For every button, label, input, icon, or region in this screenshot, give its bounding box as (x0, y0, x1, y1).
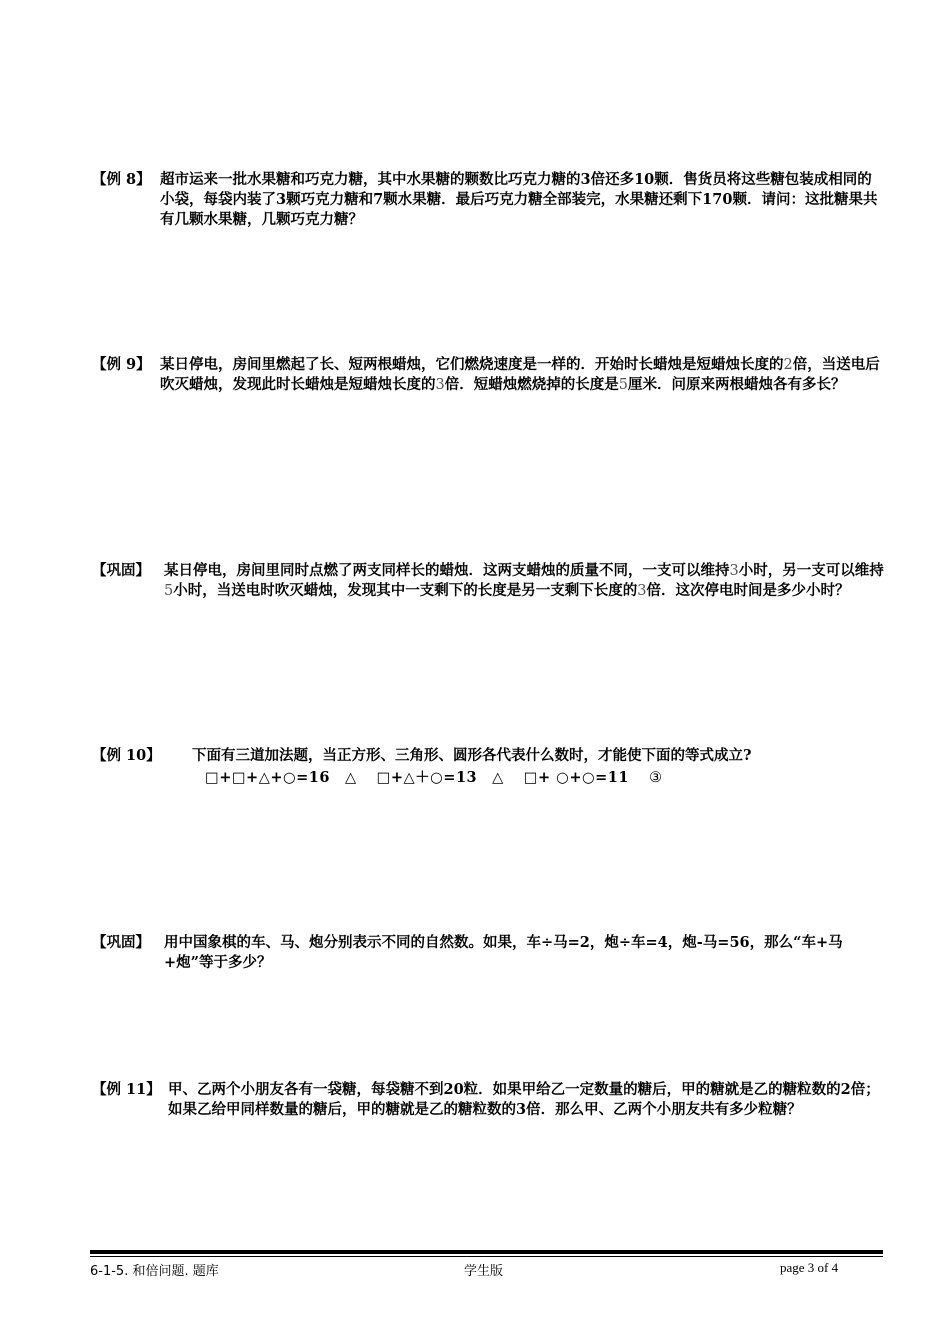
problem-example-10 (92, 746, 884, 766)
problem-example-9 (92, 355, 884, 395)
circled-number: ③ (648, 770, 663, 786)
equations-line (205, 766, 682, 787)
number-3: 3 (637, 583, 647, 599)
problem-label: 【例 11】 (92, 1081, 161, 1098)
number-5: 5 (618, 377, 628, 393)
problem-label: 【巩固】 (92, 934, 150, 951)
text-segment: 某日停电，房间里同时点燃了两支同样长的蜡烛．这两支蜡烛的质量不同，一支可以维持 (164, 562, 730, 579)
problem-text: 用中国象棋的车、马、炮分别表示不同的自然数。如果，车÷马=2，炮÷车=4，炮-马=56，那么“车+马+炮”等于多少？ (164, 934, 843, 971)
footer-version: 学生版 (464, 1264, 504, 1279)
problem-text: 甲、乙两个小朋友各有一袋糖，每袋糖不到20粒．如果甲给乙一定数量的糖后，甲的糖就是乙的糖粒数的2倍；如果乙给甲同样数量的糖后，甲的糖就是乙的糖粒数的3倍．那么甲、乙两个小朋友共有多少粒糖？ (168, 1081, 880, 1118)
footer-rule (90, 1250, 883, 1254)
text-segment: 倍，当送电后吹灭蜡烛，发现此时长蜡烛是短蜡烛长度的 (160, 356, 880, 393)
problem-consolidation-1 (92, 561, 884, 601)
text-segment: 倍．短蜡烛燃烧掉的长度是 (444, 376, 619, 393)
problem-label: 【例 8】 (92, 171, 151, 188)
problem-label: 【巩固】 (92, 562, 150, 579)
equation-2: □+△＋○=13 △ (376, 769, 504, 786)
number-3: 3 (435, 377, 445, 393)
footer-page-number: page 3 of 4 (780, 1260, 839, 1275)
problem-label: 【例 10】 (92, 747, 161, 764)
number-5: 5 (164, 583, 174, 599)
problem-text: 超市运来一批水果糖和巧克力糖，其中水果糖的颗数比巧克力糖的3倍还多10颗．售货员将这些糖包装成相同的小袋，每袋内装了3颗巧克力糖和7颗水果糖．最后巧克力糖全部装完，水果糖还剩下170颗．请问：这批糖果共有几颗水果糖，几颗巧克力糖？ (160, 171, 878, 228)
problem-text: 下面有三道加法题，当正方形、三角形、圆形各代表什么数时，才能使下面的等式成立? (192, 747, 752, 764)
problem-text (92, 355, 884, 395)
number-2: 2 (783, 357, 793, 373)
equation-3: □+ ○+○=11 (523, 769, 629, 786)
problem-example-8 (92, 170, 884, 230)
equation-1: □+□+△+○=16 △ (205, 769, 357, 786)
footer-rule-thin (90, 1256, 883, 1257)
text-segment: 小时，当送电时吹灭蜡烛，发现其中一支剩下的长度是另一支剩下长度的 (173, 582, 638, 599)
problem-text (92, 561, 884, 601)
text-segment: 厘米．问原来两根蜡烛各有多长？ (627, 376, 846, 393)
number-3: 3 (729, 563, 739, 579)
text-segment: 小时，另一支可以维持 (738, 562, 884, 579)
footer-document-name: 6-1-5. 和倍问题. 题库 (90, 1264, 219, 1279)
problem-label: 【例 9】 (92, 356, 151, 373)
text-segment: 某日停电，房间里燃起了长、短两根蜡烛，它们燃烧速度是一样的．开始时长蜡烛是短蜡烛长度的 (160, 356, 784, 373)
problem-example-11 (92, 1080, 884, 1120)
text-segment: 倍．这次停电时间是多少小时？ (646, 582, 850, 599)
problem-consolidation-2 (92, 933, 884, 973)
